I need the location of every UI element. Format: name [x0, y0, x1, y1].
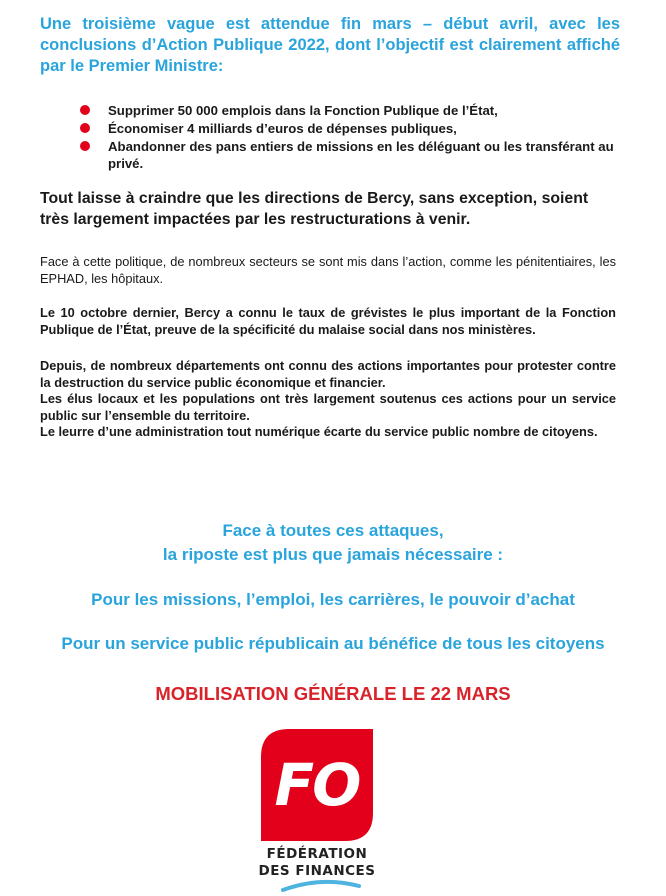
logo-letters: FO — [274, 751, 360, 819]
logo-line-finances: DES FINANCES — [258, 863, 376, 879]
fo-logo — [0, 726, 666, 896]
bullet-dot-icon — [80, 141, 90, 151]
missions-slogan: Pour les missions, l’emploi, les carrières, le pouvoir d’achat — [91, 590, 575, 609]
callout-line: Face à toutes ces attaques, — [222, 521, 444, 540]
logo-line-federation: FÉDÉRATION — [266, 846, 368, 862]
bullet-dot-icon — [80, 123, 90, 133]
logo-wordmark — [235, 846, 399, 880]
lead-statement: Tout laisse à craindre que les directions de Bercy, sans exception, soient très largement impactées par les restructurations à venir. — [40, 190, 589, 228]
paragraph-actions-line: Le leurre d’une administration tout numérique écarte du service public nombre de citoyens. — [40, 424, 598, 439]
list-item-text: Économiser 4 milliards d’euros de dépenses publiques, — [108, 121, 457, 136]
list-item — [80, 120, 620, 137]
paragraph-sectors: Face à cette politique, de nombreux secteurs se sont mis dans l’action, comme les pénitentiaires, les EPHAD, les hôpitaux. — [40, 254, 616, 286]
logo-swoosh-icon — [281, 878, 361, 892]
service-slogan: Pour un service public républicain au bénéfice de tous les citoyens — [61, 634, 605, 653]
bullet-dot-icon — [80, 105, 90, 115]
paragraph-actions-line: Depuis, de nombreux départements ont connu des actions importantes pour protester contre la destruction du service public économique et financier. — [40, 358, 616, 390]
callout-heading — [0, 519, 666, 567]
measures-list — [80, 102, 620, 173]
callout-line: la riposte est plus que jamais nécessaire : — [162, 545, 504, 564]
list-item — [80, 102, 620, 119]
paragraph-actions-line: Les élus locaux et les populations ont très largement soutenus ces actions pour un service public sur l’ensemble du territoire. — [40, 391, 616, 423]
paragraph-actions — [40, 358, 616, 441]
paragraph-strike: Le 10 octobre dernier, Bercy a connu le taux de grévistes le plus important de la Fonction Publique de l’État, preuve de la spécificité du malaise social dans nos ministères. — [40, 305, 616, 337]
intro-paragraph: Une troisième vague est attendue fin mars – début avril, avec les conclusions d’Action Publique 2022, dont l’objectif est clairement affiché par le Premier Ministre: — [40, 15, 620, 75]
list-item — [80, 138, 620, 172]
mobilisation-heading: MOBILISATION GÉNÉRALE LE 22 MARS — [155, 683, 511, 704]
list-item-text: Supprimer 50 000 emplois dans la Fonction Publique de l’État, — [108, 103, 498, 118]
fo-logo-mark-icon — [261, 729, 373, 841]
list-item-text: Abandonner des pans entiers de missions en les déléguant ou les transférant au privé. — [108, 139, 614, 171]
